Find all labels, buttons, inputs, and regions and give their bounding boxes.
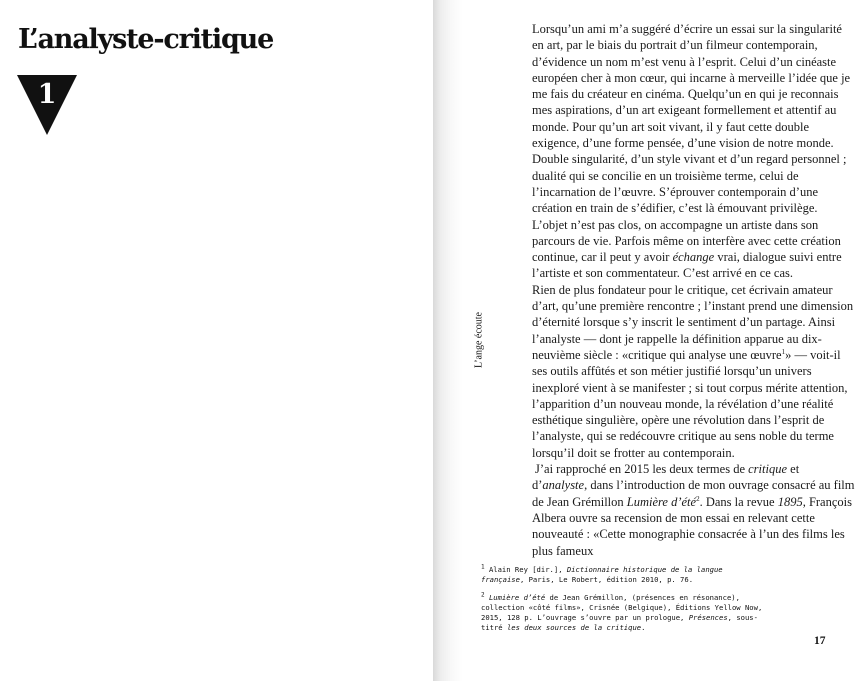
footnote-ref-1: 1: [781, 347, 786, 356]
footnotes: [481, 565, 763, 641]
running-head: L’ange écoute: [473, 312, 485, 368]
chapter-number: 1: [37, 79, 57, 110]
left-page: [0, 0, 433, 681]
footnote-2: $^2$ Lumière d’été de Jean Grémillon, (présences en résonance), collection «côté films», Crisnée (Belgique), Éditions Yellow Now, 2015, 128 p. L’ouvrage s’ouvre par un prologue, Présences, sous-titré les deux sources de la critique.: [481, 591, 763, 633]
paragraph-2: Rien de plus fondateur pour le critique, cet écrivain amateur d’art, qu’une première rencontre ; l’instant prend une dimension d’éternité lorsque s’y inscrit le sentiment d’un partage. Ainsi l’analyste — dont je rappelle la définition apparue au dix-neuvième siècle : «critique qui analyse une œuvre$^1$» — voit-il ses outils affûtés et son métier justifié lorsqu’un univers inexploré vient à se manifester ; si tout corpus mérite attention, l’apparition d’un nouveau monde, la révélation d’une réalité esthétique singulière, opère une révolution dans l’esprit de l’analyste, qui se redécouvre critique au sens noble du terme lorsqu’il doit se frotter au contemporain.: [532, 282, 854, 460]
body-text: [532, 21, 856, 559]
chapter-title: L’analyste-critique: [18, 24, 274, 55]
chapter-marker: [17, 75, 77, 135]
paragraph-1: Lorsqu’un ami m’a suggéré d’écrire un essai sur la singularité en art, par le biais du portrait d’un filmeur contemporain, d’évidence un nom m’est venu à l’esprit. Celui d’un cinéaste européen cher à mon cœur, qui incarne à merveille l’idée que je me fais du créateur en cinéma. Quelqu’un en qui je reconnais mes aspirations, d’un art exigeant formellement et attentif au monde. Pour qu’un art soit vivant, il y faut cette double exigence, d’une forme pensée, d’une vision de notre monde. Double singularité, d’un style vivant et d’un regard personnel ; dualité qui se concilie en un troisième terme, celui de l’incarnation de l’œuvre. S’éprouver contemporain d’une création en train de s’édifier, c’est là émouvant privilège. L’objet n’est pas clos, on accompagne un artiste dans son parcours de vie. Parfois même on interfère avec cette création continue, car il peut y avoir échange vrai, dialogue suivi entre l’artiste et son commentateur. C’est arrivé en ce cas.: [532, 22, 851, 281]
paragraph-3: J’ai rapproché en 2015 les deux termes de critique et d’analyste, dans l’introduction de mon ouvrage consacré au film de Jean Grémillon Lumière d’été$^2$. Dans la revue 1895, François Albera ouvre sa recension de mon essai en relevant cette nouveauté : «Cette monographie consacrée à l’un des films les plus fameux: [532, 462, 855, 558]
footnote-1: $^1$ Alain Rey [dir.], Dictionnaire historique de la langue française, Paris, Le Robert, édition 2010, p. 76.: [481, 563, 723, 585]
footnote-ref-2: 2: [696, 494, 700, 503]
page-number: 17: [814, 635, 826, 647]
book-gutter-shadow: [433, 0, 463, 681]
